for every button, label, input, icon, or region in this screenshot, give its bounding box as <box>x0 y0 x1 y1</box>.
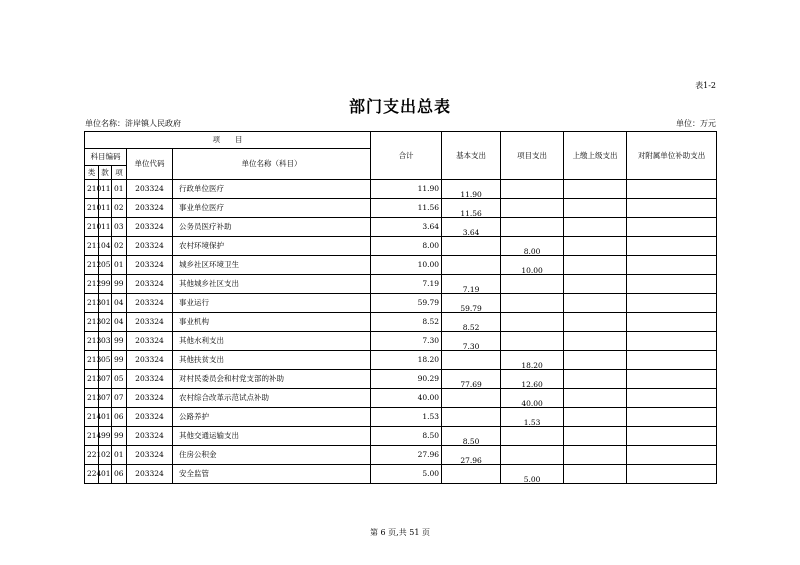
kuan-code-cell: 02 <box>99 446 112 465</box>
project-expenditure-cell: 18.20 <box>501 351 564 370</box>
subject-code-header: 科目编码 <box>85 149 127 166</box>
lei-code-cell: 213 <box>85 332 99 351</box>
subsidy-cell <box>627 199 717 218</box>
lei-code-cell: 214 <box>85 408 99 427</box>
lei-code-cell: 211 <box>85 237 99 256</box>
upper-level-payment-cell <box>564 465 627 484</box>
total-cell: 59.79 <box>371 294 442 313</box>
upper-level-payment-cell <box>564 389 627 408</box>
total-cell: 40.00 <box>371 389 442 408</box>
upper-level-payment-cell <box>564 332 627 351</box>
xiang-code-cell: 04 <box>112 294 127 313</box>
table-row <box>85 408 717 427</box>
total-cell: 90.29 <box>371 370 442 389</box>
table-row <box>85 427 717 446</box>
kuan-code-cell: 05 <box>99 351 112 370</box>
dept-code-cell: 203324 <box>127 465 173 484</box>
dept-code-cell: 203324 <box>127 446 173 465</box>
project-expenditure-cell <box>501 332 564 351</box>
subsidy-cell <box>627 351 717 370</box>
total-cell: 8.52 <box>371 313 442 332</box>
kuan-code-cell: 05 <box>99 256 112 275</box>
project-expenditure-cell <box>501 275 564 294</box>
subject-name-cell: 城乡社区环境卫生 <box>173 256 371 275</box>
lei-code-cell: 212 <box>85 256 99 275</box>
subsidy-cell <box>627 465 717 484</box>
kuan-header: 款 <box>99 166 112 180</box>
upper-level-payment-header: 上缴上级支出 <box>564 132 627 180</box>
upper-level-payment-cell <box>564 237 627 256</box>
subsidy-cell <box>627 256 717 275</box>
kuan-code-cell: 99 <box>99 275 112 294</box>
subject-name-cell: 农村综合改革示范试点补助 <box>173 389 371 408</box>
project-expenditure-cell: 12.60 <box>501 370 564 389</box>
subsidy-cell <box>627 427 717 446</box>
basic-expenditure-cell <box>442 256 501 275</box>
xiang-code-cell: 01 <box>112 180 127 199</box>
project-expenditure-cell <box>501 218 564 237</box>
subject-name-cell: 公务员医疗补助 <box>173 218 371 237</box>
subject-name-cell: 安全监管 <box>173 465 371 484</box>
lei-code-cell: 213 <box>85 370 99 389</box>
subsidy-cell <box>627 446 717 465</box>
basic-expenditure-cell: 59.79 <box>442 294 501 313</box>
basic-expenditure-cell: 11.56 <box>442 199 501 218</box>
upper-level-payment-cell <box>564 218 627 237</box>
kuan-code-cell: 99 <box>99 427 112 446</box>
project-expenditure-cell: 40.00 <box>501 389 564 408</box>
xiang-code-cell: 06 <box>112 408 127 427</box>
total-cell: 7.30 <box>371 332 442 351</box>
lei-code-cell: 213 <box>85 389 99 408</box>
basic-expenditure-cell: 27.96 <box>442 446 501 465</box>
basic-expenditure-cell <box>442 351 501 370</box>
kuan-code-cell: 01 <box>99 294 112 313</box>
table-row <box>85 237 717 256</box>
dept-code-cell: 203324 <box>127 294 173 313</box>
project-expenditure-cell: 10.00 <box>501 256 564 275</box>
lei-code-cell: 210 <box>85 199 99 218</box>
project-expenditure-cell <box>501 313 564 332</box>
table-row <box>85 218 717 237</box>
subject-name-cell: 其他扶贫支出 <box>173 351 371 370</box>
total-cell: 11.56 <box>371 199 442 218</box>
dept-code-header: 单位代码 <box>127 149 173 180</box>
upper-level-payment-cell <box>564 370 627 389</box>
kuan-code-cell: 07 <box>99 370 112 389</box>
subsidy-cell <box>627 332 717 351</box>
subject-name-cell: 住房公积金 <box>173 446 371 465</box>
subject-name-cell: 公路养护 <box>173 408 371 427</box>
table-row <box>85 294 717 313</box>
upper-level-payment-cell <box>564 256 627 275</box>
total-cell: 5.00 <box>371 465 442 484</box>
subject-name-cell: 其他城乡社区支出 <box>173 275 371 294</box>
lei-code-cell: 221 <box>85 446 99 465</box>
dept-code-cell: 203324 <box>127 408 173 427</box>
lei-code-cell: 213 <box>85 313 99 332</box>
unit-name-label: 单位名称：浒岸镇人民政府 <box>85 119 181 128</box>
dept-code-cell: 203324 <box>127 370 173 389</box>
lei-code-cell: 210 <box>85 180 99 199</box>
kuan-code-cell: 01 <box>99 465 112 484</box>
xiang-code-cell: 06 <box>112 465 127 484</box>
page-title: 部门支出总表 <box>348 97 451 116</box>
dept-code-cell: 203324 <box>127 180 173 199</box>
page-footer: 第 6 页,共 51 页 <box>370 528 430 537</box>
basic-expenditure-cell: 11.90 <box>442 180 501 199</box>
upper-level-payment-cell <box>564 446 627 465</box>
project-expenditure-header: 项目支出 <box>501 132 564 180</box>
dept-code-cell: 203324 <box>127 389 173 408</box>
subsidy-cell <box>627 218 717 237</box>
dept-code-cell: 203324 <box>127 237 173 256</box>
kuan-code-cell: 03 <box>99 332 112 351</box>
subsidy-cell <box>627 389 717 408</box>
total-cell: 27.96 <box>371 446 442 465</box>
subsidy-cell <box>627 275 717 294</box>
xiang-code-cell: 03 <box>112 218 127 237</box>
upper-level-payment-cell <box>564 427 627 446</box>
lei-code-cell: 212 <box>85 275 99 294</box>
basic-expenditure-cell: 77.69 <box>442 370 501 389</box>
table-row <box>85 389 717 408</box>
subsidy-cell <box>627 313 717 332</box>
project-expenditure-cell: 5.00 <box>501 465 564 484</box>
subject-name-cell: 事业运行 <box>173 294 371 313</box>
basic-expenditure-header: 基本支出 <box>442 132 501 180</box>
subject-name-cell: 农村环境保护 <box>173 237 371 256</box>
lei-code-cell: 213 <box>85 351 99 370</box>
table-row <box>85 199 717 218</box>
upper-level-payment-cell <box>564 313 627 332</box>
dept-code-cell: 203324 <box>127 313 173 332</box>
dept-code-cell: 203324 <box>127 199 173 218</box>
total-cell: 1.53 <box>371 408 442 427</box>
project-expenditure-cell <box>501 446 564 465</box>
project-expenditure-cell <box>501 199 564 218</box>
xiang-code-cell: 07 <box>112 389 127 408</box>
subject-name-cell: 事业单位医疗 <box>173 199 371 218</box>
xiang-header: 项 <box>112 166 127 180</box>
currency-unit-label: 单位：万元 <box>676 119 716 128</box>
total-cell: 8.00 <box>371 237 442 256</box>
lei-code-cell: 214 <box>85 427 99 446</box>
subsidy-to-affiliates-header: 对附属单位补助支出 <box>627 132 717 180</box>
basic-expenditure-cell <box>442 465 501 484</box>
total-cell: 7.19 <box>371 275 442 294</box>
total-cell: 11.90 <box>371 180 442 199</box>
kuan-code-cell: 11 <box>99 199 112 218</box>
basic-expenditure-cell: 7.19 <box>442 275 501 294</box>
project-expenditure-cell <box>501 294 564 313</box>
xiang-code-cell: 01 <box>112 256 127 275</box>
kuan-code-cell: 02 <box>99 313 112 332</box>
subsidy-cell <box>627 180 717 199</box>
project-expenditure-cell: 1.53 <box>501 408 564 427</box>
kuan-code-cell: 11 <box>99 180 112 199</box>
table-row <box>85 370 717 389</box>
table-row <box>85 256 717 275</box>
xiang-code-cell: 99 <box>112 427 127 446</box>
table-row <box>85 313 717 332</box>
table-row <box>85 465 717 484</box>
xiang-code-cell: 04 <box>112 313 127 332</box>
lei-code-cell: 213 <box>85 294 99 313</box>
total-header: 合计 <box>371 132 442 180</box>
table-row <box>85 332 717 351</box>
kuan-code-cell: 04 <box>99 237 112 256</box>
table-row <box>85 275 717 294</box>
xiang-code-cell: 99 <box>112 332 127 351</box>
basic-expenditure-cell <box>442 408 501 427</box>
dept-code-cell: 203324 <box>127 351 173 370</box>
xiang-code-cell: 99 <box>112 275 127 294</box>
subject-name-cell: 对村民委员会和村党支部的补助 <box>173 370 371 389</box>
project-expenditure-cell: 8.00 <box>501 237 564 256</box>
upper-level-payment-cell <box>564 408 627 427</box>
dept-code-cell: 203324 <box>127 256 173 275</box>
upper-level-payment-cell <box>564 275 627 294</box>
xiang-code-cell: 01 <box>112 446 127 465</box>
basic-expenditure-cell <box>442 237 501 256</box>
table-row <box>85 446 717 465</box>
dept-code-cell: 203324 <box>127 275 173 294</box>
subsidy-cell <box>627 294 717 313</box>
table-row <box>85 351 717 370</box>
upper-level-payment-cell <box>564 180 627 199</box>
subject-name-cell: 其他交通运输支出 <box>173 427 371 446</box>
basic-expenditure-cell: 3.64 <box>442 218 501 237</box>
lei-code-cell: 210 <box>85 218 99 237</box>
subject-name-cell: 行政单位医疗 <box>173 180 371 199</box>
kuan-code-cell: 07 <box>99 389 112 408</box>
lei-code-cell: 224 <box>85 465 99 484</box>
kuan-code-cell: 11 <box>99 218 112 237</box>
subject-name-cell: 其他水利支出 <box>173 332 371 351</box>
dept-code-cell: 203324 <box>127 218 173 237</box>
dept-code-cell: 203324 <box>127 427 173 446</box>
subsidy-cell <box>627 237 717 256</box>
item-header: 项 目 <box>85 132 371 149</box>
basic-expenditure-cell: 7.30 <box>442 332 501 351</box>
xiang-code-cell: 02 <box>112 237 127 256</box>
upper-level-payment-cell <box>564 294 627 313</box>
table-row <box>85 180 717 199</box>
subject-name-cell: 事业机构 <box>173 313 371 332</box>
project-expenditure-cell <box>501 180 564 199</box>
table-number-label: 表1-2 <box>695 81 716 90</box>
lei-header: 类 <box>85 166 99 180</box>
expenditure-table <box>84 131 717 484</box>
total-cell: 3.64 <box>371 218 442 237</box>
subsidy-cell <box>627 408 717 427</box>
total-cell: 8.50 <box>371 427 442 446</box>
upper-level-payment-cell <box>564 351 627 370</box>
xiang-code-cell: 02 <box>112 199 127 218</box>
basic-expenditure-cell: 8.50 <box>442 427 501 446</box>
xiang-code-cell: 05 <box>112 370 127 389</box>
total-cell: 10.00 <box>371 256 442 275</box>
total-cell: 18.20 <box>371 351 442 370</box>
basic-expenditure-cell <box>442 389 501 408</box>
dept-name-header: 单位名称（科目） <box>173 149 371 180</box>
dept-code-cell: 203324 <box>127 332 173 351</box>
subsidy-cell <box>627 370 717 389</box>
kuan-code-cell: 01 <box>99 408 112 427</box>
project-expenditure-cell <box>501 427 564 446</box>
xiang-code-cell: 99 <box>112 351 127 370</box>
basic-expenditure-cell: 8.52 <box>442 313 501 332</box>
upper-level-payment-cell <box>564 199 627 218</box>
